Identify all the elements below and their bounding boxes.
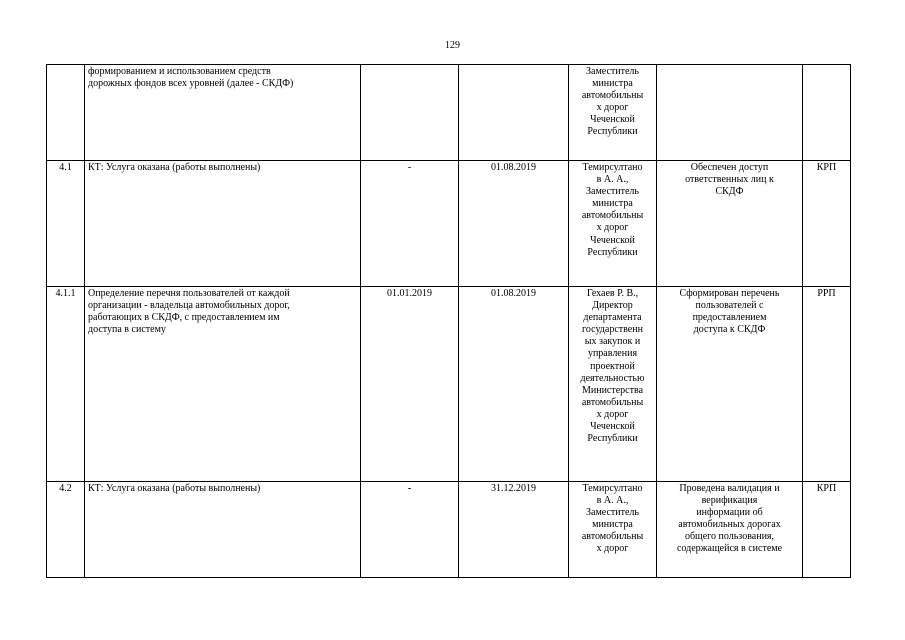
table-row [47, 482, 851, 578]
control-level [803, 65, 851, 161]
start-date: - [361, 161, 459, 287]
end-date: 01.08.2019 [459, 287, 569, 482]
row-number: 4.1 [47, 161, 85, 287]
result-description: Проведена валидация и верификация информации об автомобильных дорогах общего пользования, содержащейся в системе [657, 482, 803, 578]
row-number: 4.2 [47, 482, 85, 578]
result-description: Обеспечен доступ ответственных лиц к СКДФ [657, 161, 803, 287]
task-name: Определение перечня пользователей от каждой организации - владельца автомобильных дорог, работающих в СКДФ, с предоставлением им доступа в систему [85, 287, 361, 482]
end-date: 31.12.2019 [459, 482, 569, 578]
control-level: КРП [803, 161, 851, 287]
page-number: 129 [445, 40, 460, 51]
task-name: КТ: Услуга оказана (работы выполнены) [85, 161, 361, 287]
end-date: 01.08.2019 [459, 161, 569, 287]
responsible-person: Гехаев Р. В., Директор департамента государственн ых закупок и управления проектной деятельностью Министерства автомобильны х дорог Чеченской Республики [569, 287, 657, 482]
responsible-person: Темирсултано в А. А., Заместитель министра автомобильны х дорог Чеченской Республики [569, 161, 657, 287]
row-number: 4.1.1 [47, 287, 85, 482]
responsible-person: Заместитель министра автомобильны х дорог Чеченской Республики [569, 65, 657, 161]
table-row [47, 161, 851, 287]
responsible-person: Темирсултано в А. А., Заместитель министра автомобильны х дорог [569, 482, 657, 578]
row-number [47, 65, 85, 161]
start-date: 01.01.2019 [361, 287, 459, 482]
task-name: КТ: Услуга оказана (работы выполнены) [85, 482, 361, 578]
start-date [361, 65, 459, 161]
result-description [657, 65, 803, 161]
result-description: Сформирован перечень пользователей с предоставлением доступа к СКДФ [657, 287, 803, 482]
start-date: - [361, 482, 459, 578]
table-row [47, 65, 851, 161]
control-level: РРП [803, 287, 851, 482]
plan-table [46, 64, 851, 578]
table-row [47, 287, 851, 482]
task-name: формированием и использованием средств дорожных фондов всех уровней (далее - СКДФ) [85, 65, 361, 161]
end-date [459, 65, 569, 161]
control-level: КРП [803, 482, 851, 578]
